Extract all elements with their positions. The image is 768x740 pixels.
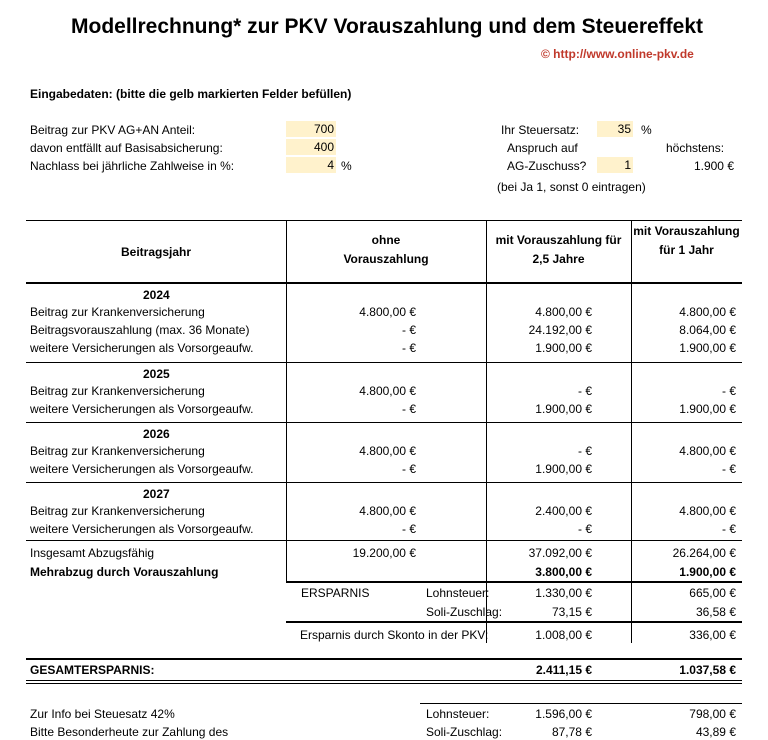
row-label: weitere Versicherungen als Vorsorgeaufw. (30, 522, 254, 536)
info-line-1: Zur Info bei Steuesatz 42% (30, 707, 175, 721)
total-label: Insgesamt Abzugsfähig (30, 546, 155, 560)
info-soli-label: Soli-Zuschlag: (426, 725, 503, 739)
cell-1-jahr: 1.900,00 € (679, 341, 736, 355)
skonto-2-5-jahre: 1.008,00 € (535, 628, 592, 642)
basis-label: davon entfällt auf Basisabsicherung: (30, 141, 223, 155)
column-divider-1 (286, 220, 287, 581)
hoechstens-label: höchstens: (666, 141, 725, 155)
anspruch-label: Anspruch auf (507, 141, 578, 155)
header-beitragsjahr: Beitragsjahr (120, 245, 192, 259)
steuersatz-label: Ihr Steuersatz: (501, 123, 580, 137)
gesamt-bottom-border-2 (26, 683, 742, 684)
nachlass-label: Nachlass bei jährliche Zahlweise in %: (30, 159, 235, 173)
basis-input[interactable]: 400 (286, 139, 336, 155)
gesamt-bottom-border (26, 680, 742, 681)
row-label: Beitragsvorauszahlung (max. 36 Monate) (30, 323, 250, 337)
mehrabzug-2-5-jahre: 3.800,00 € (535, 565, 592, 579)
year-2027: 2027 (143, 487, 170, 501)
gesamt-1-jahr: 1.037,58 € (679, 663, 736, 677)
cell-2-5-jahre: 24.192,00 € (528, 323, 592, 337)
cell-ohne: - € (401, 462, 416, 476)
info-lohnsteuer-2-5-jahre: 1.596,00 € (535, 707, 592, 721)
row-label: Beitrag zur Krankenversicherung (30, 504, 205, 518)
header-ohne-vorauszahlung: ohne Vorauszahlung (343, 233, 429, 266)
ag-label: AG-Zuschuss? (507, 159, 587, 173)
lohnsteuer-label: Lohnsteuer: (426, 586, 490, 600)
mehrabzug-label: Mehrabzug durch Vorauszahlung (30, 565, 219, 579)
info-lohnsteuer-label: Lohnsteuer: (426, 707, 490, 721)
nachlass-unit: % (341, 159, 352, 173)
year-2024: 2024 (143, 288, 170, 302)
ag-input[interactable]: 1 (597, 157, 633, 173)
cell-ohne: - € (401, 323, 416, 337)
row-label: weitere Versicherungen als Vorsorgeaufw. (30, 462, 254, 476)
gesamt-label: GESAMTERSPARNIS: (30, 663, 155, 677)
copyright-link[interactable]: © http://www.online-pkv.de (541, 47, 694, 61)
table-header-border (26, 282, 742, 284)
row-label: Beitrag zur Krankenversicherung (30, 384, 205, 398)
cell-1-jahr: 4.800,00 € (679, 305, 736, 319)
cell-ohne: - € (401, 522, 416, 536)
cell-1-jahr: - € (721, 462, 736, 476)
soli-1-jahr: 36,58 € (695, 605, 736, 619)
info-soli-2-5-jahre: 87,78 € (551, 725, 592, 739)
ag-hint: (bei Ja 1, sonst 0 eintragen) (497, 180, 646, 194)
row-label: weitere Versicherungen als Vorsorgeaufw. (30, 402, 254, 416)
skonto-label: Ersparnis durch Skonto in der PKV: (300, 628, 489, 642)
skonto-1-jahr: 336,00 € (689, 628, 736, 642)
soli-label: Soli-Zuschlag: (426, 605, 503, 619)
info-top-border (420, 703, 742, 704)
mehrabzug-1-jahr: 1.900,00 € (679, 565, 736, 579)
row-label: Beitrag zur Krankenversicherung (30, 305, 205, 319)
nachlass-input[interactable]: 4 (286, 157, 336, 173)
cell-1-jahr: 4.800,00 € (679, 504, 736, 518)
gesamt-top-border (26, 658, 742, 660)
cell-ohne: 4.800,00 € (359, 504, 416, 518)
info-line-2: Bitte Besonderheute zur Zahlung des (30, 725, 229, 739)
cell-2-5-jahre: 1.900,00 € (535, 341, 592, 355)
row-label: weitere Versicherungen als Vorsorgeaufw. (30, 341, 254, 355)
cell-2-5-jahre: 1.900,00 € (535, 462, 592, 476)
header-vorauszahlung-2-5: mit Vorauszahlung für 2,5 Jahre (495, 233, 622, 266)
page-title: Modellrechnung* zur PKV Vorauszahlung und dem Steuereffekt (71, 15, 704, 38)
cell-1-jahr: 4.800,00 € (679, 444, 736, 458)
hoechstens-value: 1.900 € (693, 159, 734, 173)
cell-1-jahr: - € (721, 384, 736, 398)
cell-ohne: 4.800,00 € (359, 384, 416, 398)
gesamt-2-5-jahre: 2.411,15 € (535, 663, 592, 677)
input-heading: Eingabedaten: (bitte die gelb markierten Felder befüllen) (30, 87, 352, 101)
beitrag-label: Beitrag zur PKV AG+AN Anteil: (30, 123, 196, 137)
cell-2-5-jahre: 1.900,00 € (535, 402, 592, 416)
total-separator (26, 540, 742, 541)
cell-2-5-jahre: - € (577, 522, 592, 536)
header-vorauszahlung-1: mit Vorauszahlung für 1 Jahr (633, 224, 740, 257)
total-1-jahr: 26.264,00 € (672, 546, 736, 560)
cell-2-5-jahre: - € (577, 444, 592, 458)
year-separator (26, 422, 742, 423)
savings-top-border (286, 581, 742, 583)
cell-1-jahr: 1.900,00 € (679, 402, 736, 416)
column-divider-3 (631, 220, 632, 643)
info-lohnsteuer-1-jahr: 798,00 € (689, 707, 736, 721)
cell-1-jahr: - € (721, 522, 736, 536)
total-2-5-jahre: 37.092,00 € (528, 546, 592, 560)
cell-1-jahr: 8.064,00 € (679, 323, 736, 337)
steuersatz-input[interactable]: 35 (597, 121, 633, 137)
lohnsteuer-1-jahr: 665,00 € (689, 586, 736, 600)
year-separator (26, 362, 742, 363)
cell-2-5-jahre: 4.800,00 € (535, 305, 592, 319)
lohnsteuer-2-5-jahre: 1.330,00 € (535, 586, 592, 600)
ersparnis-label: ERSPARNIS (301, 586, 370, 600)
row-label: Beitrag zur Krankenversicherung (30, 444, 205, 458)
year-2025: 2025 (143, 367, 170, 381)
year-2026: 2026 (143, 427, 170, 441)
cell-ohne: - € (401, 341, 416, 355)
cell-2-5-jahre: - € (577, 384, 592, 398)
cell-2-5-jahre: 2.400,00 € (535, 504, 592, 518)
year-separator (26, 482, 742, 483)
soli-2-5-jahre: 73,15 € (551, 605, 592, 619)
table-top-border (26, 220, 742, 221)
steuersatz-unit: % (641, 123, 652, 137)
cell-ohne: - € (401, 402, 416, 416)
cell-ohne: 4.800,00 € (359, 305, 416, 319)
skonto-border (286, 621, 742, 623)
total-ohne: 19.200,00 € (352, 546, 416, 560)
cell-ohne: 4.800,00 € (359, 444, 416, 458)
beitrag-input[interactable]: 700 (286, 121, 336, 137)
info-soli-1-jahr: 43,89 € (695, 725, 736, 739)
column-divider-2 (486, 220, 487, 643)
